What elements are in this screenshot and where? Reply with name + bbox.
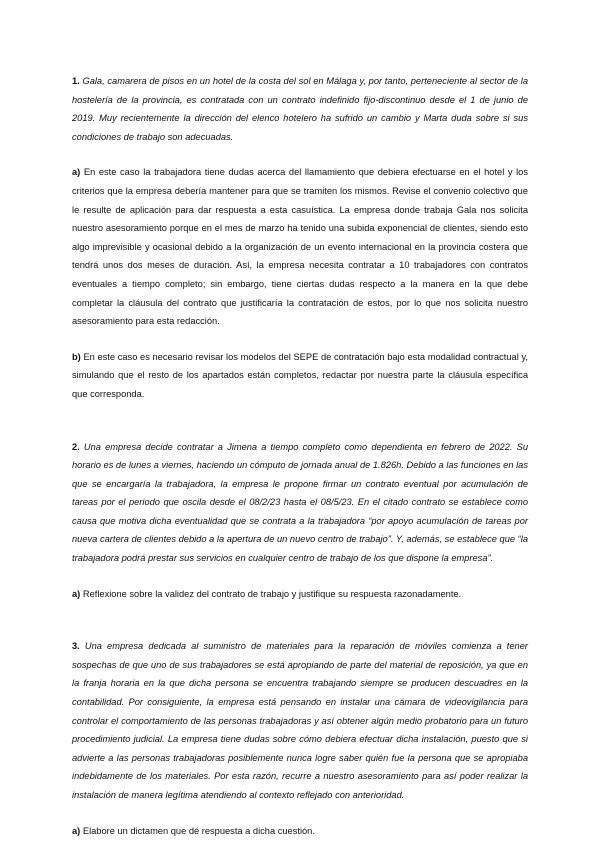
exercise-1-question-b [72, 348, 528, 404]
question-label: a) [72, 825, 81, 836]
exercise-1-number: 1. [72, 76, 80, 86]
exercise-3-statement [72, 637, 528, 804]
question-label: b) [72, 351, 81, 362]
exercise-2-question-a [72, 585, 528, 604]
exercise-1-statement [72, 72, 528, 146]
exercise-1-question-a [72, 163, 528, 330]
question-label: a) [72, 588, 81, 599]
question-text: En este caso es necesario revisar los modelos del SEPE de contratación bajo esta modalidad contractual y, simulando que el resto de los apartados están completos, redactar por nuestra parte la cláusula específica que corresponda. [72, 351, 528, 399]
exercise-3-text: Una empresa dedicada al suministro de materiales para la reparación de móviles comienza a tener sospechas de que uno de sus trabajadores se está apropiando de parte del material de reposición, ya que en la franja horaria en la que dicha persona se encuentra trabajando siempre se producen descuadres en la contabilidad. Por consiguiente, la empresa está pensando en instalar una cámara de videovigilancia para controlar el comportamiento de las personas trabajadoras y así obtener algún medio probatorio para un futuro procedimiento judicial. La empresa tiene dudas sobre cómo debiera efectuar dicha instalación, puesto que si advierte a las personas trabajadoras posiblemente nunca logre saber quién fue la persona que se apropiaba indebidamente de los materiales. Por esta razón, recurre a nuestro asesoramiento para así poder realizar la instalación de manera legítima atendiendo al contexto reflejado con anterioridad. [72, 641, 528, 800]
exercise-2-text: Una empresa decide contratar a Jimena a tiempo completo como dependienta en febrero de 2022. Su horario es de lunes a viernes, haciendo un cómputo de jornada anual de 1.826h. Debido a las funciones en las que se encargaría la trabajadora, la empresa le propone firmar un contrato eventual por acumulación de tareas por el periodo que oscila desde el 08/2/23 hasta el 08/5/23. En el citado contrato se establece como causa que motiva dicha eventualidad que se contrata a la trabajadora “por apoyo acumulación de tareas por nueva cartera de clientes debido a la apertura de un nuevo centro de trabajo”. Y, además, se establece que “la trabajadora podrá prestar sus servicios en cualquier centro de trabajo de los que dispone la empresa”. [72, 441, 528, 564]
exercise-3-number: 3. [72, 641, 80, 652]
exercise-1-text: Gala, camarera de pisos en un hotel de la costa del sol en Málaga y, por tanto, perteneciente al sector de la hostelería de la provincia, es contratada con un contrato indefinido fijo-discontinuo desde el 1 de junio de 2019. Muy recientemente la dirección del elenco hotelero ha sufrido un cambio y Marta duda sobre si sus condiciones de trabajo son adecuadas. [72, 76, 528, 142]
question-label: a) [72, 167, 81, 178]
question-text: En este caso la trabajadora tiene dudas acerca del llamamiento que debiera efectuarse en el hotel y los criterios que la empresa debería mantener para que se tramiten los mismos. Revise el convenio colectivo que le resulte de aplicación para dar respuesta a esta casuística. La empresa donde trabaja Gala nos solicita nuestro asesoramiento porque en el mes de marzo ha tenido una subida exponencial de clientes, siendo esto algo imprevisible y ocasional debido a la organización de un evento internacional en la provincia costera que tendrá unos dos meses de duración. Así, la empresa necesita contratar a 10 trabajadores con contratos eventuales a tiempo completo; sin embargo, tiene ciertas dudas respecto a la manera en la que debe completar la cláusula del contrato que justificaría la contratación de estos, por lo que nos solicita nuestro asesoramiento para esta redacción. [72, 167, 529, 327]
question-text: Elabore un dictamen que dé respuesta a dicha cuestión. [82, 825, 315, 836]
exercise-2-number: 2. [72, 441, 80, 452]
exercise-2-statement [72, 438, 528, 568]
question-text: Reflexione sobre la validez del contrato de trabajo y justifique su respuesta razonadamente. [82, 588, 462, 599]
exercise-3-question-a [72, 822, 528, 841]
document-page [72, 72, 528, 840]
